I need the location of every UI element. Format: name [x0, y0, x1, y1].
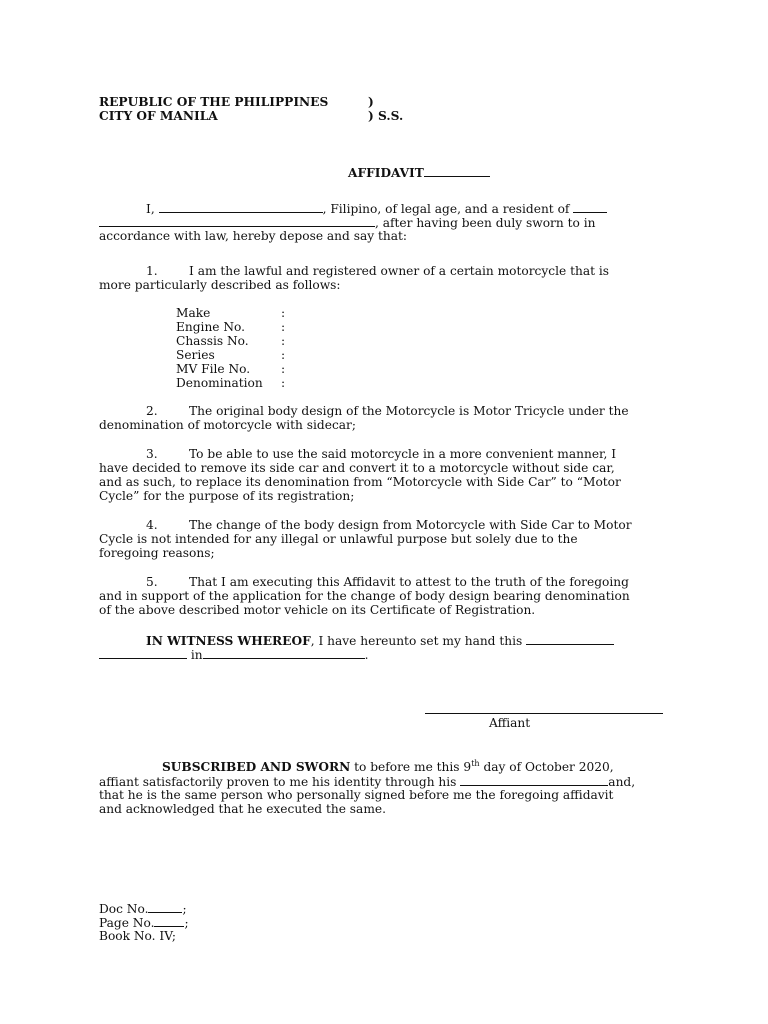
- spec-mvfile-label: MV File No.: [176, 362, 251, 376]
- header-city: CITY OF MANILA: [99, 109, 218, 123]
- doc-number: Doc No. ;: [99, 902, 187, 916]
- witness-month-blank[interactable]: [99, 647, 187, 659]
- spec-make-colon: :: [281, 306, 286, 320]
- witness-date-blank[interactable]: [526, 633, 614, 645]
- para4-number: 4.: [146, 518, 158, 532]
- witness-line-1: IN WITNESS WHEREOF, I have hereunto set my hand this: [146, 633, 614, 648]
- para5-line-3: of the above described motor vehicle on its Certificate of Registration.: [99, 603, 536, 617]
- spec-chassis-colon: :: [281, 334, 286, 348]
- jurat-line-3: that he is the same person who personally signed before me the foregoing affidavit: [99, 788, 614, 802]
- residence-blank-2[interactable]: [99, 215, 375, 227]
- intro-line-2: , after having been duly sworn to in: [99, 215, 677, 230]
- affiant-name-blank[interactable]: [159, 201, 323, 213]
- jurat-line-4: and acknowledged that he executed the same.: [99, 802, 386, 816]
- intro-line-1: I, , Filipino, of legal age, and a resident of: [146, 201, 607, 216]
- spec-denomination-label: Denomination: [176, 376, 263, 390]
- para4-line-3: foregoing reasons;: [99, 546, 215, 560]
- page-number-blank[interactable]: [154, 915, 184, 927]
- page-number: Page No. ;: [99, 916, 189, 930]
- jurat-line-1: SUBSCRIBED AND SWORN to before me this 9th day of October 2020,: [162, 758, 614, 774]
- spec-engine-label: Engine No.: [176, 320, 246, 334]
- affiant-label: Affiant: [489, 716, 531, 730]
- header-republic: REPUBLIC OF THE PHILIPPINES: [99, 95, 329, 109]
- spec-make-label: Make: [176, 306, 211, 320]
- para1-line-1: I am the lawful and registered owner of a certain motorcycle that is: [189, 264, 610, 278]
- para1-line-2: more particularly described as follows:: [99, 278, 341, 292]
- header-paren-1: ): [368, 95, 374, 109]
- doc-number-blank[interactable]: [148, 901, 182, 913]
- para1-number: 1.: [146, 264, 158, 278]
- para2-line-2: denomination of motorcycle with sidecar;: [99, 418, 356, 432]
- para5-line-2: and in support of the application for the change of body design bearing denomination: [99, 589, 630, 603]
- para5-line-1: That I am executing this Affidavit to attest to the truth of the foregoing: [189, 575, 629, 589]
- spec-chassis-label: Chassis No.: [176, 334, 249, 348]
- spec-series-label: Series: [176, 348, 215, 362]
- para3-line-1: To be able to use the said motorcycle in a more convenient manner, I: [189, 447, 617, 461]
- spec-series-colon: :: [281, 348, 286, 362]
- witness-place-blank[interactable]: [203, 647, 365, 659]
- para3-number: 3.: [146, 447, 158, 461]
- para5-number: 5.: [146, 575, 158, 589]
- affiant-signature-line[interactable]: [425, 713, 663, 715]
- header-ss: ) S.S.: [368, 109, 404, 123]
- spec-mvfile-colon: :: [281, 362, 286, 376]
- residence-blank-1[interactable]: [573, 201, 607, 213]
- identity-blank[interactable]: [460, 774, 608, 786]
- document-title: AFFIDAVIT: [348, 165, 490, 180]
- book-number: Book No. IV;: [99, 929, 176, 943]
- para4-line-1: The change of the body design from Motorcycle with Side Car to Motor: [189, 518, 632, 532]
- jurat-line-2: affiant satisfactorily proven to me his identity through his and,: [99, 775, 636, 789]
- para3-line-4: Cycle” for the purpose of its registration;: [99, 489, 355, 503]
- para2-line-1: The original body design of the Motorcycle is Motor Tricycle under the: [189, 404, 629, 418]
- spec-denomination-colon: :: [281, 376, 286, 390]
- spec-engine-colon: :: [281, 320, 286, 334]
- para3-line-2: have decided to remove its side car and convert it to a motorcycle without side car,: [99, 461, 615, 475]
- witness-line-2: in .: [99, 647, 369, 662]
- para2-number: 2.: [146, 404, 158, 418]
- intro-line-3: accordance with law, hereby depose and say that:: [99, 229, 408, 243]
- para4-line-2: Cycle is not intended for any illegal or unlawful purpose but solely due to the: [99, 532, 578, 546]
- para3-line-3: and as such, to replace its denomination from “Motorcycle with Side Car” to “Motor: [99, 475, 621, 489]
